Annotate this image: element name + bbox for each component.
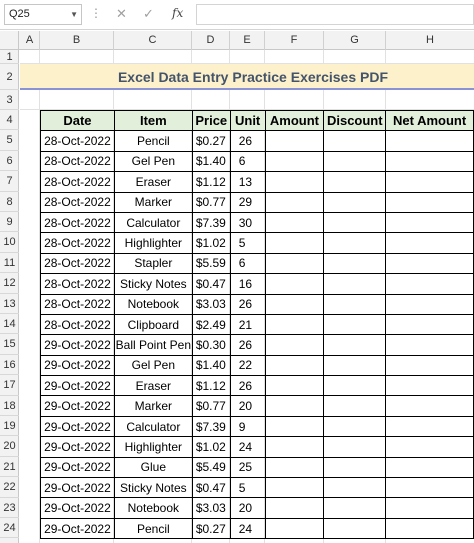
date-cell[interactable]: 29-Oct-2022 bbox=[41, 416, 115, 436]
price-cell[interactable]: $1.02 bbox=[192, 233, 230, 253]
item-cell[interactable]: Ball Point Pen bbox=[114, 335, 192, 355]
discount-cell[interactable] bbox=[324, 335, 386, 355]
discount-cell[interactable] bbox=[324, 355, 386, 375]
amount-cell[interactable] bbox=[265, 416, 324, 436]
table-row bbox=[41, 212, 474, 232]
more-icon: ⋮ bbox=[90, 6, 102, 20]
table-row bbox=[41, 355, 474, 375]
amount-cell[interactable] bbox=[265, 437, 324, 457]
discount-cell[interactable] bbox=[324, 396, 386, 416]
select-all-button[interactable] bbox=[0, 31, 19, 50]
item-cell[interactable]: Eraser bbox=[114, 172, 192, 192]
discount-cell[interactable] bbox=[324, 478, 386, 498]
table-row bbox=[41, 518, 474, 538]
date-cell[interactable]: 28-Oct-2022 bbox=[41, 151, 115, 171]
table-row bbox=[41, 478, 474, 498]
price-cell[interactable]: $0.30 bbox=[192, 335, 230, 355]
row-header[interactable]: 24 bbox=[0, 518, 19, 538]
discount-cell[interactable] bbox=[324, 233, 386, 253]
amount-cell[interactable] bbox=[265, 396, 324, 416]
amount-cell[interactable] bbox=[265, 518, 324, 538]
date-cell[interactable]: 28-Oct-2022 bbox=[41, 253, 115, 273]
discount-cell[interactable] bbox=[324, 274, 386, 294]
price-cell[interactable]: $5.59 bbox=[192, 253, 230, 273]
unit-cell[interactable]: 24 bbox=[230, 518, 265, 538]
data-table bbox=[40, 110, 474, 539]
formula-input[interactable] bbox=[196, 4, 474, 25]
amount-cell[interactable] bbox=[265, 457, 324, 477]
table-row bbox=[41, 131, 474, 151]
price-cell[interactable]: $1.12 bbox=[192, 376, 230, 396]
unit-cell[interactable]: 13 bbox=[230, 172, 265, 192]
header-cell[interactable]: Net Amount bbox=[386, 111, 474, 131]
row-header[interactable]: 5 bbox=[0, 130, 19, 150]
table-row bbox=[41, 376, 474, 396]
page-title: Excel Data Entry Practice Exercises PDF bbox=[117, 69, 389, 85]
column-header[interactable]: H bbox=[426, 34, 434, 46]
price-cell[interactable]: $0.47 bbox=[192, 478, 230, 498]
amount-cell[interactable] bbox=[265, 192, 324, 212]
unit-cell[interactable]: 20 bbox=[230, 498, 265, 518]
date-cell[interactable]: 28-Oct-2022 bbox=[41, 131, 115, 151]
item-cell[interactable]: Glue bbox=[114, 457, 192, 477]
item-cell[interactable]: Sticky Notes bbox=[114, 478, 192, 498]
amount-cell[interactable] bbox=[265, 498, 324, 518]
net-amount-cell[interactable] bbox=[386, 518, 474, 538]
discount-cell[interactable] bbox=[324, 253, 386, 273]
row-header[interactable]: 6 bbox=[0, 151, 19, 171]
row-header[interactable]: 21 bbox=[0, 457, 19, 477]
date-cell[interactable]: 29-Oct-2022 bbox=[41, 437, 115, 457]
net-amount-cell[interactable] bbox=[386, 457, 474, 477]
table-row bbox=[41, 151, 474, 171]
confirm-icon[interactable]: ✓ bbox=[143, 6, 154, 21]
row-header[interactable]: 18 bbox=[0, 396, 19, 416]
date-cell[interactable]: 29-Oct-2022 bbox=[41, 478, 115, 498]
net-amount-cell[interactable] bbox=[386, 253, 474, 273]
amount-cell[interactable] bbox=[265, 355, 324, 375]
unit-cell[interactable]: 5 bbox=[230, 478, 265, 498]
row-header[interactable]: 15 bbox=[0, 334, 19, 354]
unit-cell[interactable]: 26 bbox=[230, 131, 265, 151]
formula-bar bbox=[0, 0, 474, 30]
net-amount-cell[interactable] bbox=[386, 192, 474, 212]
column-header[interactable]: G bbox=[324, 31, 386, 50]
discount-cell[interactable] bbox=[324, 457, 386, 477]
discount-cell[interactable] bbox=[324, 518, 386, 538]
discount-cell[interactable] bbox=[324, 314, 386, 334]
table-row bbox=[41, 498, 474, 518]
table-row bbox=[41, 314, 474, 334]
date-cell[interactable]: 29-Oct-2022 bbox=[41, 376, 115, 396]
net-amount-cell[interactable] bbox=[386, 294, 474, 314]
price-cell[interactable]: $0.77 bbox=[192, 396, 230, 416]
amount-cell[interactable] bbox=[265, 478, 324, 498]
item-cell[interactable]: Marker bbox=[114, 192, 192, 212]
discount-cell[interactable] bbox=[324, 498, 386, 518]
unit-cell[interactable]: 24 bbox=[230, 437, 265, 457]
item-cell[interactable]: Stapler bbox=[114, 253, 192, 273]
net-amount-cell[interactable] bbox=[386, 131, 474, 151]
item-cell[interactable]: Calculator bbox=[114, 416, 192, 436]
amount-cell[interactable] bbox=[265, 212, 324, 232]
discount-cell[interactable] bbox=[324, 376, 386, 396]
row-header[interactable]: 23 bbox=[0, 498, 19, 518]
price-cell[interactable]: $1.02 bbox=[192, 437, 230, 457]
amount-cell[interactable] bbox=[265, 314, 324, 334]
item-cell[interactable]: Sticky Notes bbox=[114, 274, 192, 294]
header-cell[interactable]: Amount bbox=[265, 111, 324, 131]
amount-cell[interactable] bbox=[265, 376, 324, 396]
row-header[interactable]: 1 bbox=[0, 50, 19, 64]
amount-cell[interactable] bbox=[265, 172, 324, 192]
table-row bbox=[41, 396, 474, 416]
unit-cell[interactable]: 16 bbox=[230, 274, 265, 294]
unit-cell[interactable]: 6 bbox=[230, 253, 265, 273]
header-cell[interactable]: Price bbox=[192, 111, 230, 131]
item-cell[interactable]: Notebook bbox=[114, 498, 192, 518]
net-amount-cell[interactable] bbox=[386, 498, 474, 518]
item-cell[interactable]: Clipboard bbox=[114, 314, 192, 334]
price-cell[interactable]: $1.12 bbox=[192, 172, 230, 192]
discount-cell[interactable] bbox=[324, 131, 386, 151]
item-cell[interactable]: Pencil bbox=[114, 131, 192, 151]
net-amount-cell[interactable] bbox=[386, 151, 474, 171]
row-header[interactable]: 2 bbox=[0, 64, 19, 90]
unit-cell[interactable]: 29 bbox=[230, 192, 265, 212]
column-header[interactable]: D bbox=[192, 31, 230, 50]
date-cell[interactable]: 29-Oct-2022 bbox=[41, 518, 115, 538]
price-cell[interactable]: $7.39 bbox=[192, 416, 230, 436]
item-cell[interactable]: Pencil bbox=[114, 518, 192, 538]
price-cell[interactable]: $1.40 bbox=[192, 355, 230, 375]
item-cell[interactable]: Gel Pen bbox=[114, 151, 192, 171]
amount-cell[interactable] bbox=[265, 335, 324, 355]
column-header[interactable]: B bbox=[40, 31, 114, 50]
item-cell[interactable]: Gel Pen bbox=[114, 355, 192, 375]
discount-cell[interactable] bbox=[324, 437, 386, 457]
amount-cell[interactable] bbox=[265, 131, 324, 151]
row-header[interactable]: 3 bbox=[0, 90, 19, 110]
discount-cell[interactable] bbox=[324, 151, 386, 171]
row-header[interactable]: 14 bbox=[0, 314, 19, 334]
column-headers bbox=[0, 31, 474, 50]
date-cell[interactable]: 28-Oct-2022 bbox=[41, 274, 115, 294]
price-cell[interactable]: $2.49 bbox=[192, 314, 230, 334]
table-row bbox=[41, 253, 474, 273]
price-cell[interactable]: $0.27 bbox=[192, 518, 230, 538]
row-header[interactable]: 12 bbox=[0, 273, 19, 293]
amount-cell[interactable] bbox=[265, 233, 324, 253]
row-header[interactable]: 8 bbox=[0, 192, 19, 212]
price-cell[interactable]: $1.40 bbox=[192, 151, 230, 171]
net-amount-cell[interactable] bbox=[386, 233, 474, 253]
table-row bbox=[41, 416, 474, 436]
amount-cell[interactable] bbox=[265, 151, 324, 171]
unit-cell[interactable]: 6 bbox=[230, 151, 265, 171]
date-cell[interactable]: 28-Oct-2022 bbox=[41, 212, 115, 232]
date-cell[interactable]: 28-Oct-2022 bbox=[41, 192, 115, 212]
row-header[interactable]: 7 bbox=[0, 171, 19, 191]
unit-cell[interactable]: 25 bbox=[230, 457, 265, 477]
net-amount-cell[interactable] bbox=[386, 396, 474, 416]
unit-cell[interactable]: 21 bbox=[230, 314, 265, 334]
discount-cell[interactable] bbox=[324, 416, 386, 436]
price-cell[interactable]: $0.47 bbox=[192, 274, 230, 294]
row-header[interactable]: 22 bbox=[0, 477, 19, 497]
table-row bbox=[41, 274, 474, 294]
table-row bbox=[41, 294, 474, 314]
discount-cell[interactable] bbox=[324, 294, 386, 314]
unit-cell[interactable]: 9 bbox=[230, 416, 265, 436]
price-cell[interactable]: $3.03 bbox=[192, 498, 230, 518]
discount-cell[interactable] bbox=[324, 212, 386, 232]
amount-cell[interactable] bbox=[265, 294, 324, 314]
net-amount-cell[interactable] bbox=[386, 437, 474, 457]
date-cell[interactable]: 29-Oct-2022 bbox=[41, 457, 115, 477]
price-cell[interactable]: $7.39 bbox=[192, 212, 230, 232]
header-cell[interactable]: Item bbox=[114, 111, 192, 131]
amount-cell[interactable] bbox=[265, 253, 324, 273]
unit-cell[interactable]: 26 bbox=[230, 294, 265, 314]
row-header[interactable]: 20 bbox=[0, 436, 19, 456]
net-amount-cell[interactable] bbox=[386, 274, 474, 294]
unit-cell[interactable]: 26 bbox=[230, 376, 265, 396]
table-row bbox=[41, 335, 474, 355]
date-cell[interactable]: 28-Oct-2022 bbox=[41, 172, 115, 192]
net-amount-cell[interactable] bbox=[386, 355, 474, 375]
net-amount-cell[interactable] bbox=[386, 335, 474, 355]
price-cell[interactable]: $0.77 bbox=[192, 192, 230, 212]
discount-cell[interactable] bbox=[324, 172, 386, 192]
table-row bbox=[41, 192, 474, 212]
date-cell[interactable]: 29-Oct-2022 bbox=[41, 498, 115, 518]
item-cell[interactable]: Notebook bbox=[114, 294, 192, 314]
net-amount-cell[interactable] bbox=[386, 376, 474, 396]
item-cell[interactable]: Highlighter bbox=[114, 437, 192, 457]
table-row bbox=[41, 457, 474, 477]
row-header[interactable]: 10 bbox=[0, 232, 19, 252]
header-cell[interactable]: Discount bbox=[324, 111, 386, 131]
name-box[interactable] bbox=[4, 4, 82, 25]
row-header[interactable]: 19 bbox=[0, 416, 19, 436]
unit-cell[interactable]: 26 bbox=[230, 335, 265, 355]
column-header[interactable]: A bbox=[20, 31, 40, 50]
date-cell[interactable]: 29-Oct-2022 bbox=[41, 355, 115, 375]
net-amount-cell[interactable] bbox=[386, 212, 474, 232]
date-cell[interactable]: 29-Oct-2022 bbox=[41, 335, 115, 355]
chevron-down-icon[interactable]: ▼ bbox=[70, 10, 78, 19]
row-header[interactable]: 16 bbox=[0, 355, 19, 375]
row-headers bbox=[0, 50, 19, 543]
net-amount-cell[interactable] bbox=[386, 478, 474, 498]
unit-cell[interactable]: 20 bbox=[230, 396, 265, 416]
unit-cell[interactable]: 22 bbox=[230, 355, 265, 375]
price-cell[interactable]: $0.27 bbox=[192, 131, 230, 151]
item-cell[interactable]: Eraser bbox=[114, 376, 192, 396]
amount-cell[interactable] bbox=[265, 274, 324, 294]
item-cell[interactable]: Calculator bbox=[114, 212, 192, 232]
name-box-value: Q25 bbox=[9, 8, 30, 20]
date-cell[interactable]: 28-Oct-2022 bbox=[41, 233, 115, 253]
item-cell[interactable]: Marker bbox=[114, 396, 192, 416]
column-header[interactable]: E bbox=[230, 31, 265, 50]
unit-cell[interactable]: 5 bbox=[230, 233, 265, 253]
row-header[interactable]: 9 bbox=[0, 212, 19, 232]
item-cell[interactable]: Highlighter bbox=[114, 233, 192, 253]
row-header[interactable]: 11 bbox=[0, 253, 19, 273]
discount-cell[interactable] bbox=[324, 192, 386, 212]
table-row bbox=[41, 233, 474, 253]
header-cell[interactable]: Unit bbox=[230, 111, 265, 131]
table-row bbox=[41, 437, 474, 457]
net-amount-cell[interactable] bbox=[386, 314, 474, 334]
date-cell[interactable]: 29-Oct-2022 bbox=[41, 396, 115, 416]
net-amount-cell[interactable] bbox=[386, 172, 474, 192]
row-header[interactable]: 4 bbox=[0, 110, 19, 130]
header-cell[interactable]: Date bbox=[41, 111, 115, 131]
date-cell[interactable]: 28-Oct-2022 bbox=[41, 314, 115, 334]
price-cell[interactable]: $3.03 bbox=[192, 294, 230, 314]
row-header[interactable]: 17 bbox=[0, 375, 19, 395]
table-row bbox=[41, 172, 474, 192]
insert-function-button[interactable]: fx bbox=[172, 6, 184, 20]
row-header[interactable]: 13 bbox=[0, 294, 19, 314]
column-header[interactable]: F bbox=[265, 31, 324, 50]
price-cell[interactable]: $5.49 bbox=[192, 457, 230, 477]
unit-cell[interactable]: 30 bbox=[230, 212, 265, 232]
date-cell[interactable]: 28-Oct-2022 bbox=[41, 294, 115, 314]
cancel-icon[interactable]: ✕ bbox=[116, 6, 127, 21]
column-header[interactable]: C bbox=[114, 31, 192, 50]
header-row bbox=[41, 111, 474, 131]
net-amount-cell[interactable] bbox=[386, 416, 474, 436]
